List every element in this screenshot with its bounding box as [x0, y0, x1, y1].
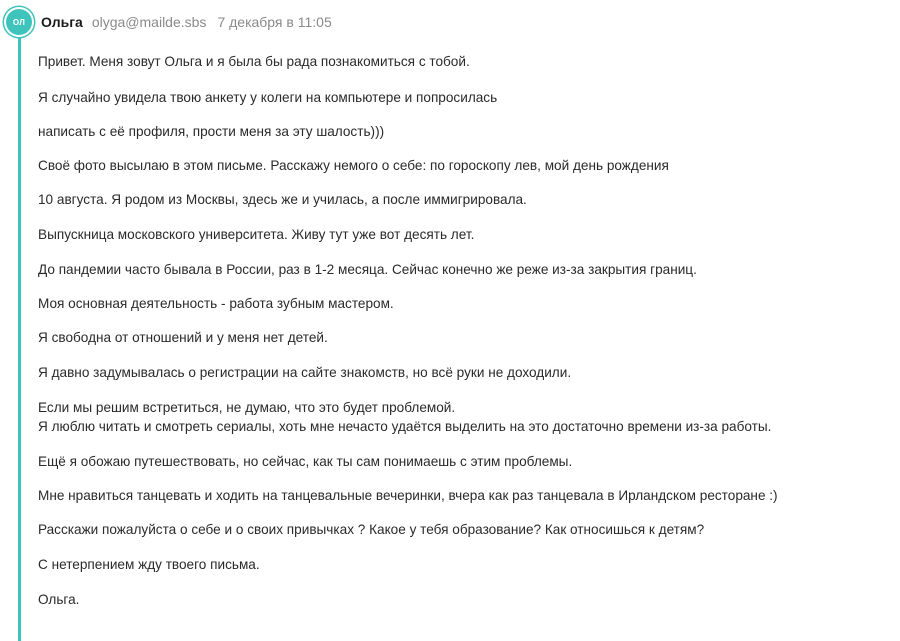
message-line: Моя основная деятельность - работа зубным мастером. — [38, 296, 394, 311]
message-line: До пандемии часто бывала в России, раз в 1-2 месяца. Сейчас конечно же реже из-за закрытия границ. — [38, 262, 697, 277]
message-date: 7 декабря в 11:05 — [217, 14, 332, 30]
message-line: Я свободна от отношений и у меня нет детей. — [38, 330, 328, 345]
thread-line — [18, 36, 21, 641]
message-line: Ольга. — [38, 592, 80, 607]
sender-email[interactable]: olyga@mailde.sbs — [91, 14, 207, 30]
avatar[interactable]: ОЛ — [6, 9, 32, 35]
message-line: Я давно задумывалась о регистрации на сайте знакомств, но всё руки не доходили. — [38, 365, 572, 380]
message-line: Я случайно увидела твою анкету у колеги на компьютере и попросилась — [38, 90, 498, 105]
message-line: Своё фото высылаю в этом письме. Расскажу немого о себе: по гороскопу лев, мой день рождения — [38, 158, 669, 173]
message-line: Если мы решим встретиться, не думаю, что это будет проблемой. — [38, 400, 456, 415]
message-line: Ещё я обожаю путешествовать, но сейчас, как ты сам понимаешь с этим проблемы. — [38, 454, 573, 469]
message-header — [41, 12, 332, 32]
message-line: Мне нравиться танцевать и ходить на танцевальные вечеринки, вчера как раз танцевала в Ирландском ресторане :) — [38, 488, 778, 503]
message-line: написать с её профиля, прости меня за эту шалость))) — [38, 124, 385, 139]
message-line: 10 августа. Я родом из Москвы, здесь же и училась, а после иммигрировала. — [38, 192, 527, 207]
message-line: С нетерпением жду твоего письма. — [38, 557, 260, 572]
message-line: Я люблю читать и смотреть сериалы, хоть мне нечасто удаётся выделить на это достаточно времени из-за работы. — [38, 419, 772, 434]
sender-name[interactable]: Ольга — [41, 14, 83, 30]
message-line: Выпускница московского университета. Живу тут уже вот десять лет. — [38, 227, 475, 242]
message-line: Привет. Меня зовут Ольга и я была бы рада познакомиться с тобой. — [38, 54, 470, 69]
message-line: Расскажи пожалуйста о себе и о своих привычках ? Какое у тебя образование? Как относишься к детям? — [38, 522, 705, 537]
